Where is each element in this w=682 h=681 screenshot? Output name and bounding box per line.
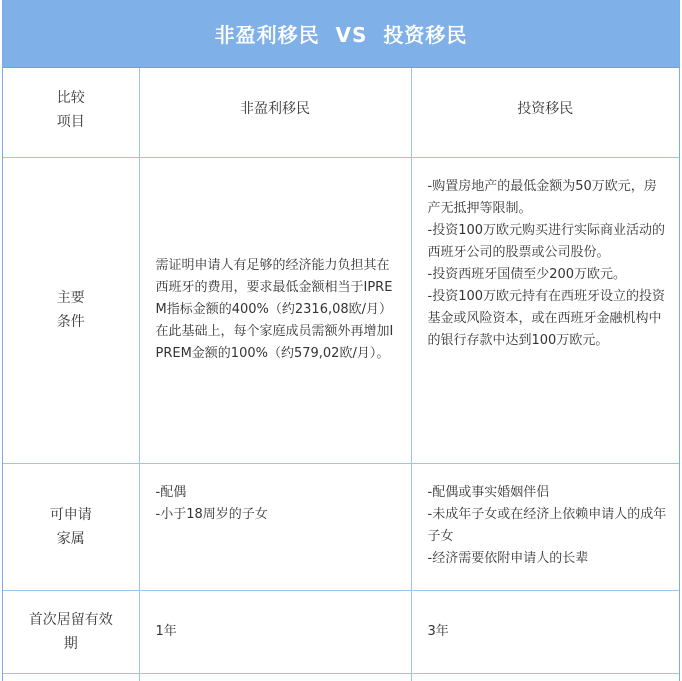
cell-text: -购置房地产的最低金额为50万欧元，房产无抵押等限制。 xyxy=(427,178,657,216)
empty-cell xyxy=(3,673,139,681)
cell-text: -经济需要依附申请人的长辈 xyxy=(427,550,589,566)
empty-cell xyxy=(411,673,679,681)
header-label-cell xyxy=(3,68,139,157)
cell-nonprofit-period: 1年 xyxy=(139,590,411,673)
table-row-partial xyxy=(3,673,679,681)
header-col-nonprofit: 非盈利移民 xyxy=(139,68,411,157)
row-label-line: 家属 xyxy=(56,530,85,547)
title-bar xyxy=(3,0,679,68)
header-label-line: 比较 xyxy=(56,90,85,106)
comparison-table-container xyxy=(2,0,680,681)
row-label-line: 期 xyxy=(63,635,78,652)
table-row xyxy=(3,157,679,463)
cell-investment-period: 3年 xyxy=(411,590,679,673)
cell-nonprofit-conditions xyxy=(139,157,411,463)
table-row xyxy=(3,463,679,590)
row-label-line: 首次居留有效 xyxy=(28,611,113,628)
header-label-line: 项目 xyxy=(56,114,85,130)
cell-text: -配偶 xyxy=(155,484,187,500)
page-title: 非盈利移民 VS 投资移民 xyxy=(214,23,468,47)
row-label-dependents xyxy=(3,463,139,590)
cell-text: -投资西班牙国债至少200万欧元。 xyxy=(427,266,627,282)
cell-investment-dependents xyxy=(411,463,679,590)
table-header-row xyxy=(3,68,679,157)
header-col-investment: 投资移民 xyxy=(411,68,679,157)
row-label-line: 条件 xyxy=(56,314,85,330)
empty-cell xyxy=(139,673,411,681)
cell-nonprofit-dependents xyxy=(139,463,411,590)
cell-text: 需证明申请人有足够的经济能力负担其在西班牙的费用，要求最低金额相当于IPREM指标金额的400%（约2316,08欧/月）在此基础上，每个家庭成员需额外再增加IPREM金额的100%（约579,02欧/月）。 xyxy=(155,258,394,361)
row-label-main-conditions xyxy=(3,157,139,463)
row-label-line: 可申请 xyxy=(49,506,92,523)
cell-text: -投资100万欧元持有在西班牙设立的投资基金或风险资本，或在西班牙金融机构中的银行存款中达到100万欧元。 xyxy=(427,288,666,348)
cell-investment-conditions xyxy=(411,157,679,463)
cell-text: -投资100万欧元购买进行实际商业活动的西班牙公司的股票或公司股份。 xyxy=(427,222,666,260)
cell-text: -配偶或事实婚姻伴侣 xyxy=(427,484,550,500)
comparison-table xyxy=(3,68,679,681)
row-label-line: 主要 xyxy=(56,290,85,306)
cell-text: -未成年子女或在经济上依赖申请人的成年子女 xyxy=(427,506,667,544)
table-row xyxy=(3,590,679,673)
row-label-first-residence-period xyxy=(3,590,139,673)
cell-text: -小于18周岁的子女 xyxy=(155,506,268,522)
